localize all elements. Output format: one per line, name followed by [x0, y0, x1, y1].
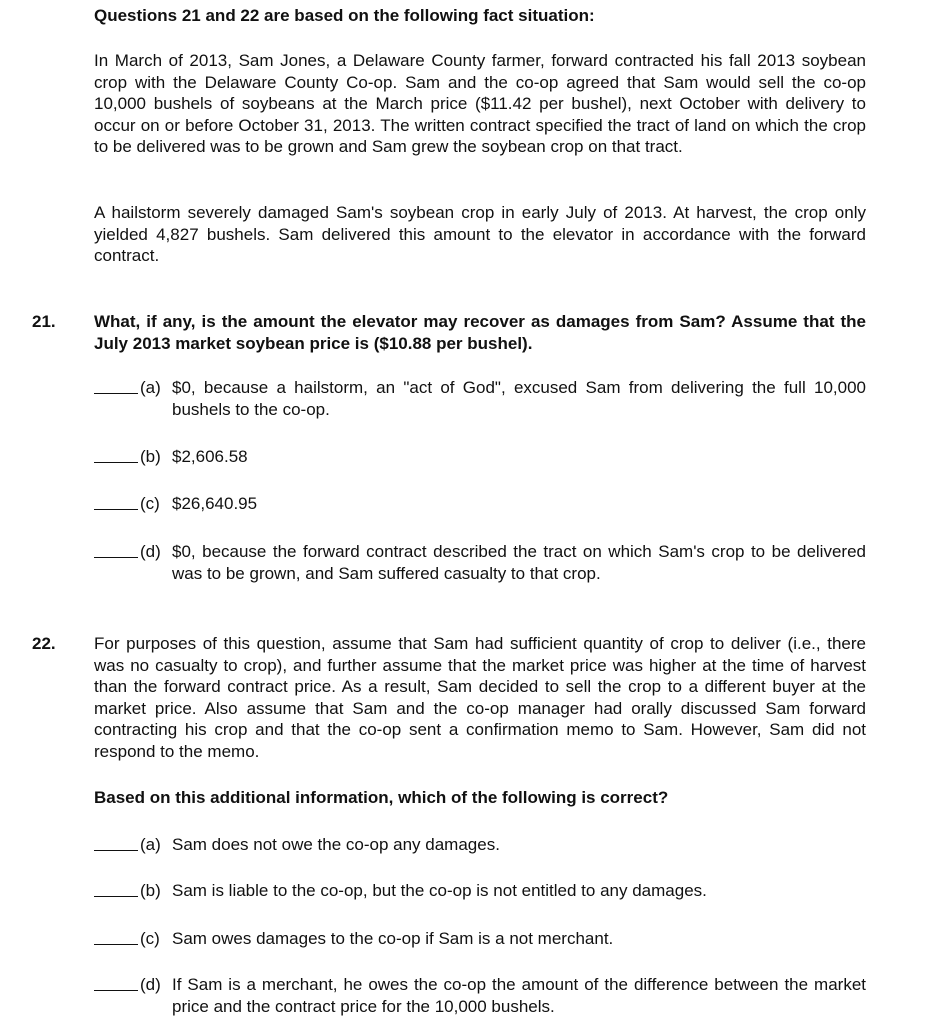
option-letter: (d): [140, 542, 161, 561]
question-22-text: For purposes of this question, assume that Sam had sufficient quantity of crop to deliver (i.e., there was no casualty to crop), and further assume that the market price was higher at the time of harvest than the forward contract price. As a result, Sam decided to sell the crop to a different buyer at the market price. Also assume that Sam and the co-op manager had orally discussed Sam forward contracting his crop and that the co-op sent a confirmation memo to Sam. However, Sam did not respond to the memo.: [94, 634, 866, 761]
answer-blank[interactable]: [94, 850, 138, 851]
question-22-prompt: Based on this additional information, which of the following is correct?: [94, 788, 669, 807]
answer-blank[interactable]: [94, 990, 138, 991]
option-text: $2,606.58: [172, 447, 248, 466]
option-letter: (b): [140, 881, 161, 900]
option-text: Sam owes damages to the co-op if Sam is a not merchant.: [172, 929, 614, 948]
option-letter: (a): [140, 835, 161, 854]
answer-blank[interactable]: [94, 462, 138, 463]
fact-paragraph-2: A hailstorm severely damaged Sam's soybean crop in early July of 2013. At harvest, the crop only yielded 4,827 bushels. Sam delivered this amount to the elevator in accordance with the forward contract.: [94, 203, 866, 265]
option-letter: (d): [140, 975, 161, 994]
question-22-number: 22.: [32, 634, 56, 653]
option-text: $0, because a hailstorm, an "act of God", excused Sam from delivering the full 10,000 bushels to the co-op.: [172, 378, 866, 419]
answer-blank[interactable]: [94, 509, 138, 510]
fact-paragraph-1: In March of 2013, Sam Jones, a Delaware County farmer, forward contracted his fall 2013 soybean crop with the Delaware County Co-op. Sam and the co-op agreed that Sam would sell the co-op 10,000 bushels of soybeans at the March price ($11.42 per bushel), next October with delivery to occur on or before October 31, 2013. The written contract specified the tract of land on which the crop to be delivered was to be grown and Sam grew the soybean crop on that tract.: [94, 51, 866, 156]
option-text: Sam does not owe the co-op any damages.: [172, 835, 500, 854]
answer-blank[interactable]: [94, 944, 138, 945]
answer-blank[interactable]: [94, 557, 138, 558]
option-text: $0, because the forward contract described the tract on which Sam's crop to be delivered was to be grown, and Sam suffered casualty to that crop.: [172, 542, 866, 583]
option-letter: (c): [140, 494, 160, 513]
answer-blank[interactable]: [94, 896, 138, 897]
option-letter: (c): [140, 929, 160, 948]
option-text: Sam is liable to the co-op, but the co-op is not entitled to any damages.: [172, 881, 707, 900]
option-text: $26,640.95: [172, 494, 258, 513]
option-letter: (b): [140, 447, 161, 466]
option-letter: (a): [140, 378, 161, 397]
question-21-text: What, if any, is the amount the elevator may recover as damages from Sam? Assume that the July 2013 market soybean price is ($10.88 per bushel).: [94, 312, 866, 353]
section-heading: Questions 21 and 22 are based on the following fact situation:: [94, 6, 595, 25]
question-21-number: 21.: [32, 312, 56, 331]
option-text: If Sam is a merchant, he owes the co-op the amount of the difference between the market price and the contract price for the 10,000 bushels.: [172, 975, 866, 1016]
answer-blank[interactable]: [94, 393, 138, 394]
